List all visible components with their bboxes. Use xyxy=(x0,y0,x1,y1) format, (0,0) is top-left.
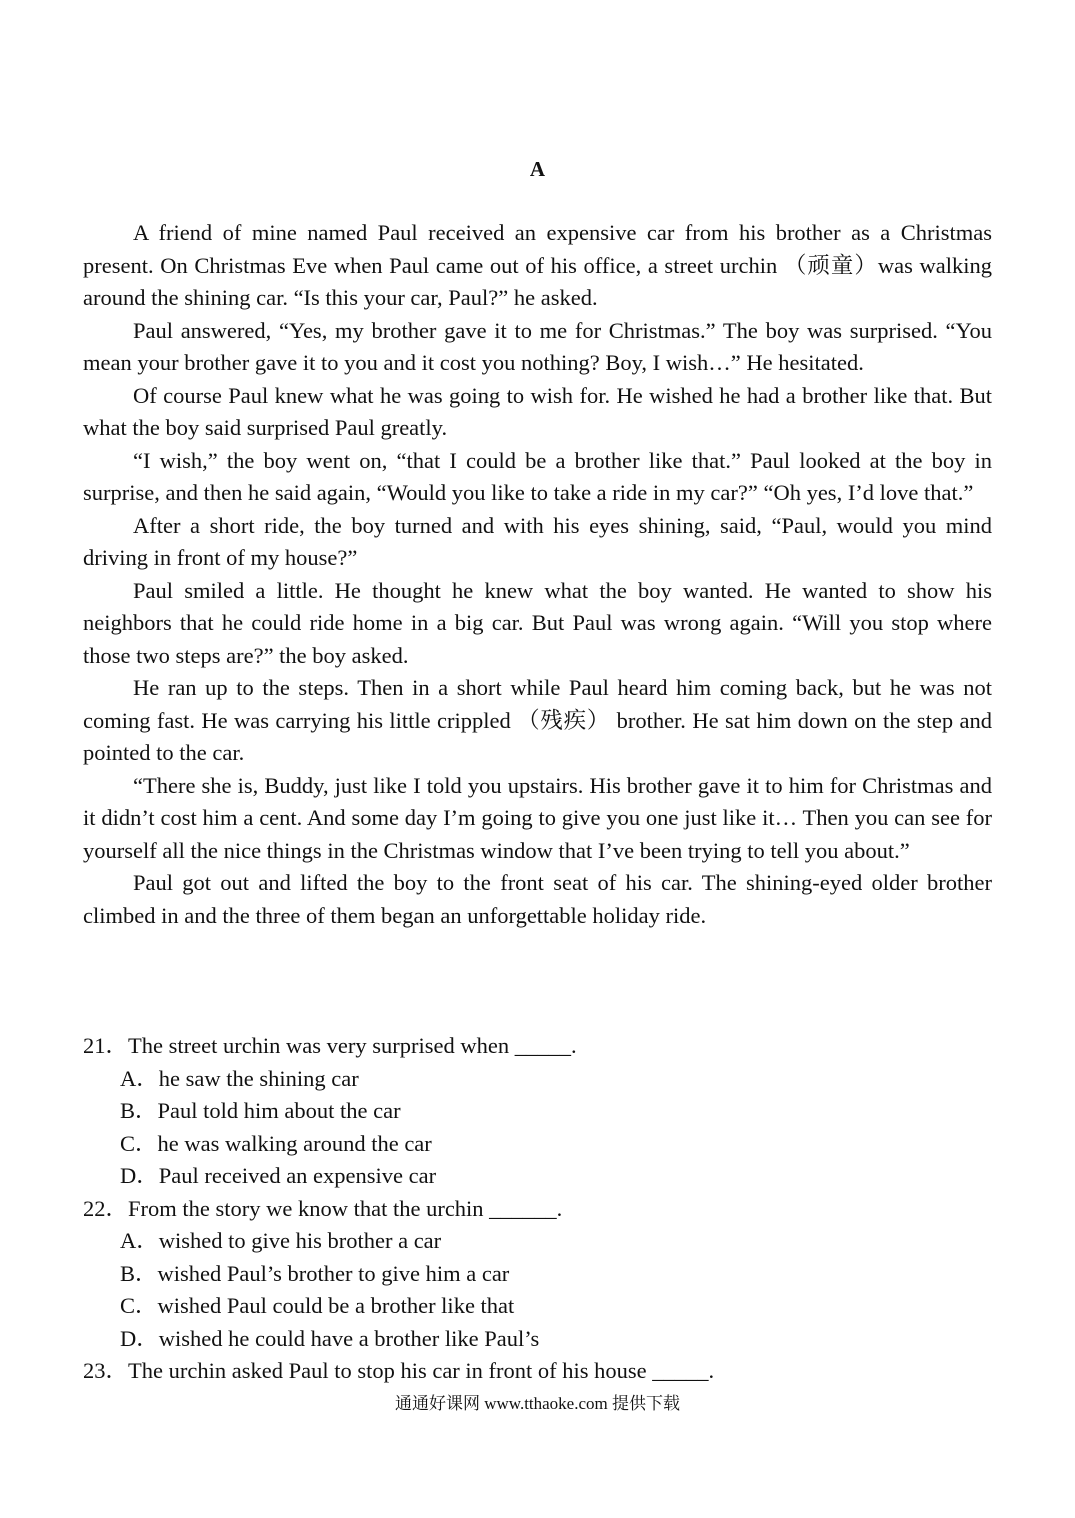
passage-paragraph: “I wish,” the boy went on, “that I could be a brother like that.” Paul looked at the boy in surprise, and then he said again, “Would you like to take a ride in my car?” “Oh yes, I’d love that.” xyxy=(83,447,992,505)
question-21 xyxy=(83,1030,992,1193)
answer-option-a: A．he saw the shining car xyxy=(120,1065,359,1091)
answer-options xyxy=(83,1063,992,1193)
passage-paragraph: A friend of mine named Paul received an expensive car from his brother as a Christmas present. On Christmas Eve when Paul came out of his office, a street urchin （顽童）was walking around the shining car. “Is this your car, Paul?” he asked. xyxy=(83,220,992,310)
question-22 xyxy=(83,1193,992,1356)
passage-paragraph: Paul answered, “Yes, my brother gave it to me for Christmas.” The boy was surprised. “You mean your brother gave it to you and it cost you nothing? Boy, I wish…” He hesitated. xyxy=(83,317,992,375)
answer-option-d: D．wished he could have a brother like Paul’s xyxy=(120,1325,540,1351)
answer-option-a: A．wished to give his brother a car xyxy=(120,1228,442,1253)
question-stem: 21．The street urchin was very surprised when _____. xyxy=(83,1033,577,1058)
answer-option-b: B．wished Paul’s brother to give him a car xyxy=(120,1260,510,1286)
answer-option-d: D．Paul received an expensive car xyxy=(120,1163,437,1188)
question-list xyxy=(83,1030,992,1388)
page-footer: 通通好课网 www.tthaoke.com 提供下载 xyxy=(394,1394,681,1413)
answer-option-b: B．Paul told him about the car xyxy=(120,1098,401,1123)
passage-paragraph: He ran up to the steps. Then in a short while Paul heard him coming back, but he was not coming fast. He was carrying his little crippled （残疾） brother. He sat him down on the step and pointed to the car. xyxy=(83,675,992,765)
passage-paragraph: Paul got out and lifted the boy to the front seat of his car. The shining-eyed older brother climbed in and the three of them began an unforgettable holiday ride. xyxy=(83,870,992,928)
section-title: A xyxy=(529,157,546,181)
passage-paragraph: “There she is, Buddy, just like I told you upstairs. His brother gave it to him for Christmas and it didn’t cost him a cent. And some day I’m going to give you one just like it… Then you can see for yourself all the nice things in the Christmas window that I’ve been trying to tell you about.” xyxy=(83,772,992,863)
answer-option-c: C．wished Paul could be a brother like that xyxy=(120,1293,515,1318)
passage-paragraph: Paul smiled a little. He thought he knew what the boy wanted. He wanted to show his neighbors that he could ride home in a big car. But Paul was wrong again. “Will you stop where those two steps are?” the boy asked. xyxy=(83,577,992,668)
question-23 xyxy=(83,1355,992,1388)
answer-option-c: C．he was walking around the car xyxy=(120,1130,432,1156)
passage-paragraph: After a short ride, the boy turned and with his eyes shining, said, “Paul, would you mind driving in front of my house?” xyxy=(83,512,992,570)
question-stem: 22．From the story we know that the urchin ______. xyxy=(83,1195,563,1221)
question-stem: 23．The urchin asked Paul to stop his car in front of his house _____. xyxy=(83,1358,715,1383)
answer-options xyxy=(83,1225,992,1355)
passage-paragraph: Of course Paul knew what he was going to wish for. He wished he had a brother like that. But what the boy said surprised Paul greatly. xyxy=(83,382,992,440)
reading-passage xyxy=(83,217,992,932)
